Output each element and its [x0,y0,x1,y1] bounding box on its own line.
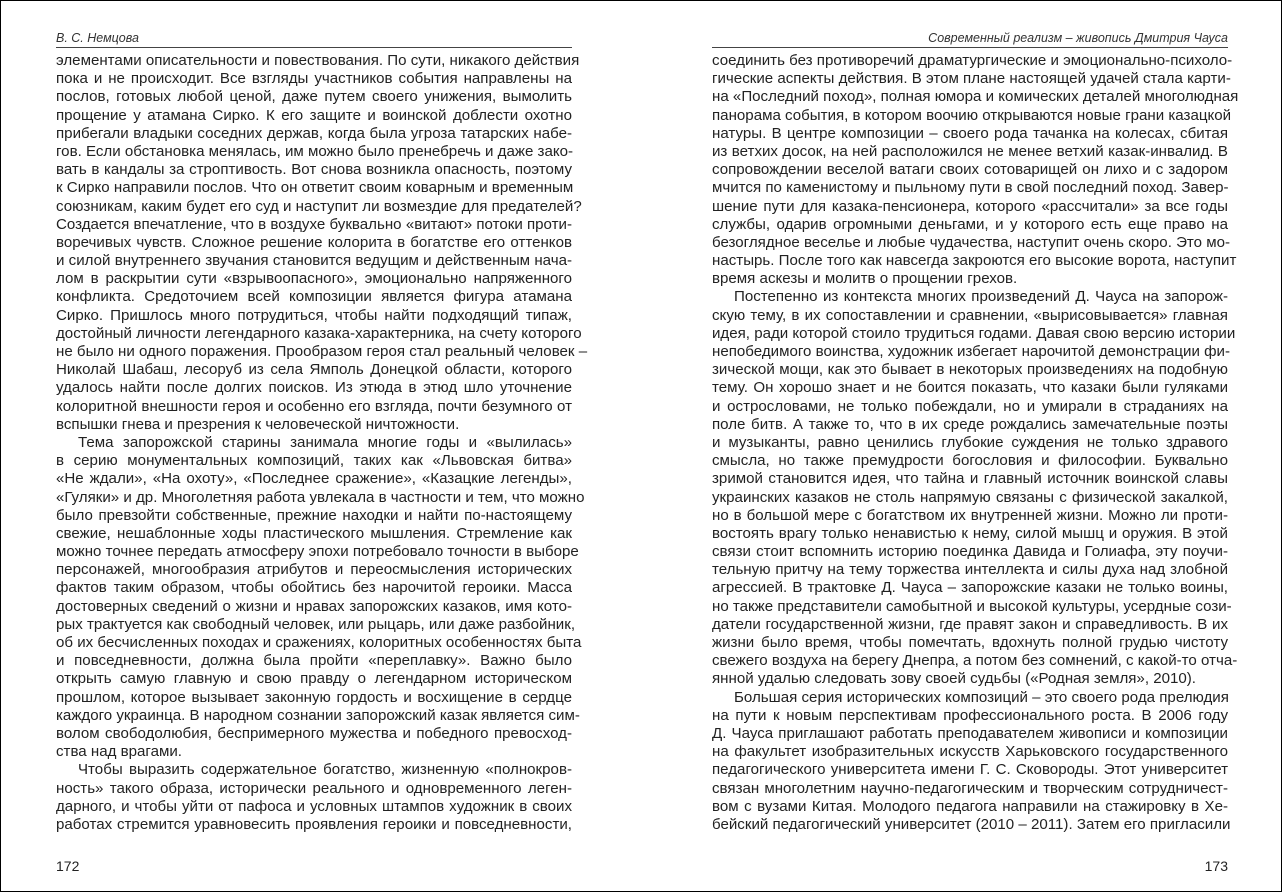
text-line: агрессией. В трактовке Д. Чауса – запорожские казаки не только воины, [712,579,1228,597]
text-line: но в большой мере с богатством их внутренней жизни. Можно ли проти- [712,506,1228,524]
text-line: вом с вузами Китая. Молодого педагога направили на стажировку в Хе- [712,797,1228,815]
right-running-head: Современный реализм – живопись Дмитрия Чауса [928,31,1228,45]
text-line: прошлом, которое вызывает законную гордость и восхищение в сердце [56,688,572,706]
text-line: поле битв. А также то, что в их среде рождались замечательные поэты [712,415,1228,433]
text-line: «Гуляки» и др. Многолетняя работа увлекала в частности и тем, что можно [56,488,585,506]
text-line: в серию монументальных композиций, таких как «Львовская битва» [56,452,572,470]
text-line: фактов таким образом, чтобы обойтись без нарочитой героики. Масса [56,579,572,597]
text-line: янной удалью следовать зову своей судьбы («Родная земля», 2010). [712,670,1197,688]
text-line: ность» такого образа, исторически реального и одновременного леген- [56,779,572,797]
text-line: воречивых чувств. Сложное решение колорита в богатстве его оттенков [56,233,572,251]
text-line: пока и не происходит. Все взгляды участников события направлены на [56,70,572,88]
text-line: элементами описательности и повествования. По сути, никакого действия [56,52,580,69]
text-line: шение пути для казака-пенсионера, которого «рассчитали» за все годы [712,197,1228,215]
text-line: свежего воздуха на берегу Днепра, а потом без сомнений, с какой-то отча- [712,652,1238,670]
text-line: жизни было время, чтобы помечтать, вдохнуть полной грудью чистоту [712,634,1228,651]
text-line: Создается впечатление, что в воздухе буквально «витают» потоки проти- [56,215,572,233]
text-line: датели государственной жизни, где правят закон и справедливость. В их [712,615,1228,633]
text-line: персонажей, многообразия атрибутов и переосмысления исторических [56,561,572,579]
left-page-number: 172 [56,858,80,874]
text-line: панорама события, в котором воочию открываются новые грани казацкой [712,106,1232,124]
left-header-rule [56,47,572,48]
text-line: конфликта. Средоточием всей композиции является фигура атамана [56,288,572,306]
text-line: из ветхих досок, на ней расположился не менее ветхий казак-инвалид. В [712,142,1228,160]
text-line: украинских казаков не столь напрямую связаны с физической закалкой, [712,488,1228,506]
text-line: бейский педагогический университет (2010 – 2011). Затем его пригласили [712,815,1231,833]
text-line: Большая серия исторических композиций – это своего рода прелюдия [734,688,1229,706]
text-line: смысла, но также премудрости богословия и философии. Буквально [712,452,1228,470]
right-page [712,1,1239,895]
text-line: прибегали владыки соседних держав, когда была угроза татарских набе- [56,124,572,142]
text-line: лом в раскрытии сути «взрывоопасного», эмоционально напряженного [56,270,572,288]
text-line: натуры. В центре композиции – своего рода тачанка на колесах, сбитая [712,124,1228,142]
text-line: настырь. После того как навсегда закроются его высокие ворота, наступит [712,252,1237,270]
text-line: Тема запорожской старины занимала многие годы и «вылилась» [78,433,572,451]
text-line: и повседневности, должна была пройти «переплавку». Важно было [56,652,572,670]
text-line: связан многолетним научно-педагогическим и творческим сотрудничест- [712,779,1228,797]
text-line: Постепенно из контекста многих произведений Д. Чауса на запорож- [734,288,1228,306]
text-line: и остроcловами, не только побеждали, но и умирали в страданиях на [712,397,1228,415]
text-line: непобедимого воинства, художник избегает нарочитой демонстрации фи- [712,343,1230,360]
text-line: послов, готовых любой ценой, даже путем своего унижения, вымолить [56,88,572,106]
text-line: идея, ради которой стоило трудиться годами. Давая свою версию истории [712,324,1236,342]
text-line: колоритной внешности героя и особенно его взгляда, почти безумного от [56,397,572,415]
text-line: сопровождении веселой ватаги своих сотоварищей он лихо и с задором [712,161,1228,179]
text-line: каждого украинца. В народном сознании запорожский казак является сим- [56,706,580,724]
text-line: востоять врагу только ненавистью к нему, силой мышц и оружия. В этой [712,524,1228,542]
text-line: Чтобы выразить содержательное богатство, жизненную «полнокров- [78,761,572,779]
text-line: службы, одарив огромными деньгами, и у которого есть еще право на [712,215,1228,233]
text-line: тельную притчу на тему торжества интеллекта и силы духа над злобной [712,561,1228,579]
text-line: рых трактуется как свободный человек, или рыцарь, или даже разбойник, [56,615,576,633]
text-line: Сирко. Пришлось много потрудиться, чтобы найти подходящий типаж, [56,306,572,324]
text-line: вать в кандалы за строптивость. Вот снова возникла опасность, поэтому [56,161,572,179]
text-line: прощение у атамана Сирко. К его защите и воинской доблести охотно [56,106,572,124]
right-header-rule [712,47,1228,48]
text-line: скую тему, в их сопоставлении и сравнении, «вырисовывается» главная [712,306,1228,324]
text-line: гические аспекты действия. В этом плане настоящей удачей стала карти- [712,70,1231,88]
text-line: на факультет изобразительных искусств Харьковского государственного [712,743,1228,761]
left-running-head: В. С. Немцова [56,31,139,45]
left-page [56,1,588,895]
text-line: об их бесчисленных походах и сражениях, колоритных особенностях быта [56,634,582,651]
text-line: достойный личности легендарного казака-характерника, на счету которого [56,324,582,342]
text-line: волом свободолюбия, беспримерного мужества и победного превосход- [56,724,572,742]
left-body-text [56,52,588,834]
text-line: ства над врагами. [56,743,183,761]
text-line: время аскезы и молитв о прощении грехов. [712,270,1018,288]
text-line: педагогического университета имени Г. С. Сковороды. Этот университет [712,761,1228,779]
text-line: союзникам, каким будет его суд и наступит ли возмездие для предателей? [56,197,582,215]
text-line: можно точнее передать атмосферу эпохи потребовало точности в выборе [56,543,579,561]
text-line: удалось найти после долгих поисков. Из этюда в этюд шло уточнение [56,379,572,397]
text-line: тему. Он хорошо знает и не боится показать, что казаки были гуляками [712,379,1228,397]
text-line: на «Последний поход», полная юмора и комических деталей многолюдная [712,88,1239,106]
text-line: гов. Если обстановка менялась, им можно было пренебречь и даже зако- [56,142,574,160]
text-line: и силой внутреннего звучания становится ведущим и действенным нача- [56,252,572,270]
text-line: «Не ждали», «На охоту», «Последнее сражение», «Казацкие легенды», [56,470,572,488]
text-line: Д. Чауса приглашают работать преподавателем живописи и композиции [712,724,1228,742]
text-line: и музыканты, равно ценились глубокие суждения не только здравого [712,433,1228,451]
text-line: Николай Шабаш, лесоруб из села Ямполь Донецкой области, которого [56,361,572,379]
text-line: достоверных сведений о жизни и нравах запорожских казаков, имя кото- [56,597,572,615]
text-line: свежие, нешаблонные ходы пластического мышления. Стремление как [56,524,572,542]
text-line: соединить без противоречий драматургические и эмоционально-психоло- [712,52,1233,69]
text-line: не было ни одного поражения. Прообразом героя стал реальный человек – [56,343,588,360]
text-line: было превзойти собственные, прежние находки и найти по-настоящему [56,506,572,524]
text-line: вспышки гнева и презрения к человеческой ничтожности. [56,415,460,433]
right-page-number: 173 [1204,858,1228,874]
text-line: к Сирко направили послов. Что он ответит своим коварным и временным [56,179,574,197]
text-line: зической мощи, как это бывает в некоторых произведениях на подобную [712,361,1228,379]
right-body-text [712,52,1239,834]
text-line: мчится по каменистому и пыльному пути в свой последний поход. Завер- [712,179,1229,197]
text-line: работах стремится уравновесить проявления героики и повседневности, [56,815,572,833]
text-line: безоглядное веселье и любые чудачества, наступит очень скоро. Это мо- [712,233,1231,251]
text-line: дарного, и чтобы уйти от пафоса и условных штампов художник в своих [56,797,572,815]
text-line: зримой становится идея, что тайна и главный источник воинской славы [712,470,1228,488]
text-line: на пути к новым перспективам профессионального роста. В 2006 году [712,706,1228,724]
text-line: открыть самую главную и свою правду о легендарном историческом [56,670,572,688]
text-line: но также представители самобытной и высокой культуры, усердные сози- [712,597,1232,615]
text-line: связи стоит вспомнить историю поединка Давида и Голиафа, эту поучи- [712,543,1228,561]
